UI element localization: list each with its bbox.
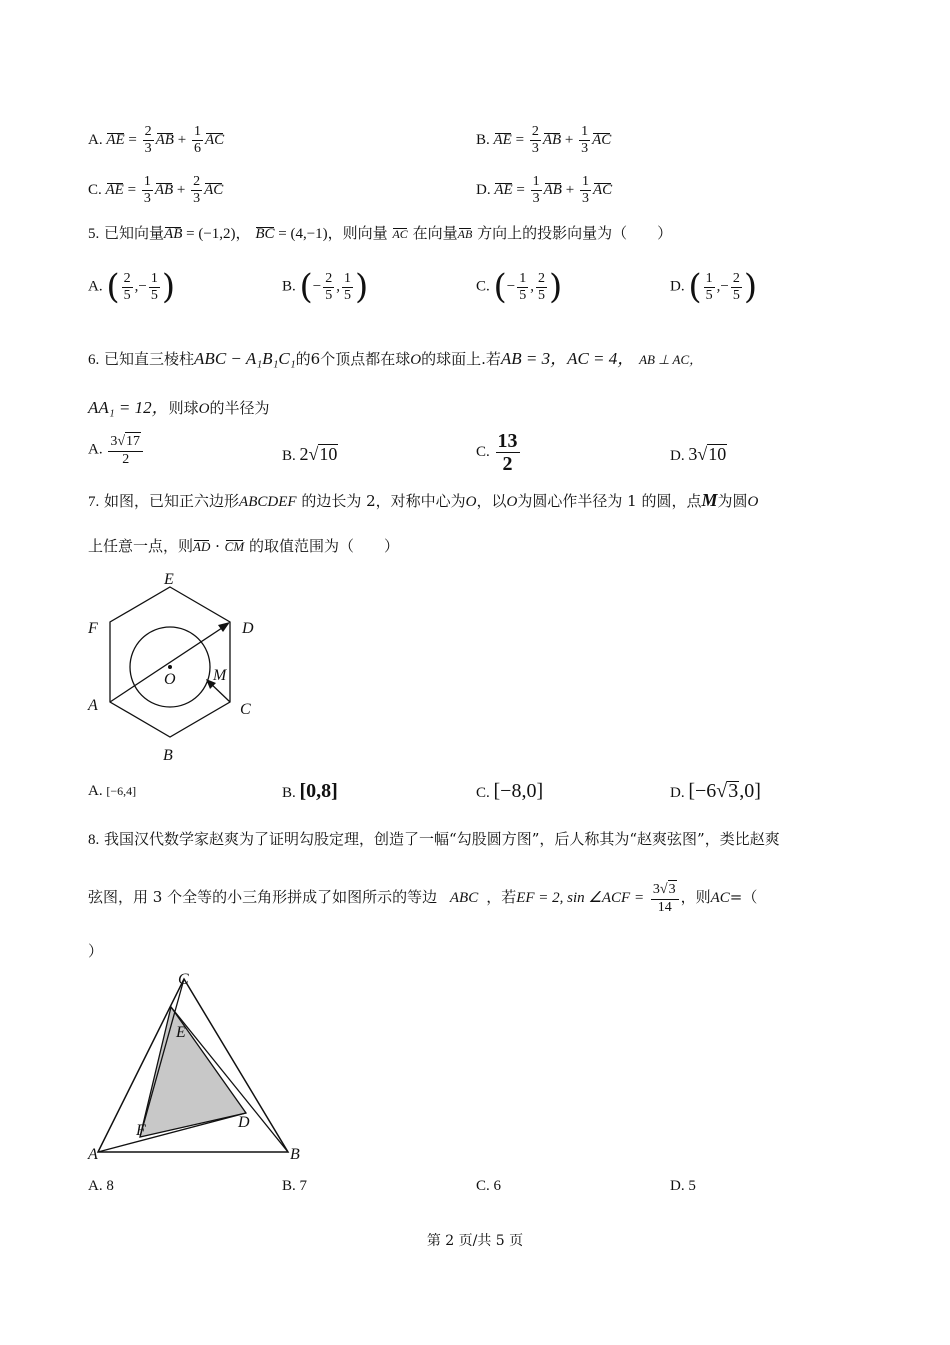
q8-stem-line1: 8. 我国汉代数学家赵爽为了证明勾股定理，创造了一幅“勾股圆方图”，后人称其为“赵爽弦图”，类比赵爽 bbox=[88, 830, 780, 848]
center-point bbox=[168, 665, 172, 669]
q8-option-b: B. 7 bbox=[282, 1178, 308, 1194]
page-footer: 第 2 页/共 5 页 bbox=[426, 1233, 524, 1249]
q5-option-d: D. ( $\frac{1}{5}$ ,− $\frac{2}{5}$ ) bbox=[670, 267, 758, 307]
label-d: D bbox=[242, 620, 254, 637]
q5-option-a: A. ( $\frac{2}{5}$ ,− $\frac{1}{5}$ ) bbox=[88, 267, 176, 307]
q7-option-b: B. [0,8] bbox=[282, 780, 338, 802]
label-o: O bbox=[164, 671, 176, 688]
label-a: A bbox=[88, 1146, 98, 1163]
q4-option-d: D. AE = $\frac{1}{3}$ AB + $\frac{1}{3}$ AC bbox=[476, 174, 613, 206]
label-b: B bbox=[290, 1146, 300, 1163]
q7-option-a: A. [−6,4] bbox=[88, 783, 137, 799]
label-e: E bbox=[176, 1024, 186, 1041]
q5-option-b: B. (− $\frac{2}{5}$ , $\frac{1}{5}$ ) bbox=[282, 267, 369, 307]
q6-option-b: B. 2√10 bbox=[282, 444, 338, 464]
q6-option-c: C. $\frac{13}{2}$ bbox=[476, 430, 518, 475]
q5-stem: 5. 已知向量AB = (−1,2)， BC = (4,−1)，则向量 AC 在向量AB 方向上的投影向量为（ ） bbox=[88, 224, 673, 242]
q8-option-d: D. 5 bbox=[670, 1178, 696, 1194]
arrow-head-d bbox=[218, 622, 230, 632]
hexagon-figure bbox=[80, 565, 270, 765]
q6-stem-line2: AA₁ = 12，则球O的半径为 bbox=[88, 398, 270, 417]
q6-option-d: D. 3√10 bbox=[670, 444, 727, 464]
q6-stem-line1: 6. 已知直三棱柱ABC − A₁B₁C₁的6个顶点都在球O的球面上.若AB = 3，AC = 4， AB ⊥ AC， bbox=[88, 349, 703, 368]
label-d: D bbox=[238, 1114, 250, 1131]
label-f: F bbox=[88, 620, 98, 637]
q4-option-c: C. AE = $\frac{1}{3}$ AB + $\frac{2}{3}$ AC bbox=[88, 174, 224, 206]
q7-stem-line2: 上任意一点，则AD · CM 的取值范围为（ ） bbox=[88, 537, 399, 555]
q6-option-a: A. $\frac{3√17}{2}$ bbox=[88, 432, 145, 468]
q8-option-a: A. 8 bbox=[88, 1178, 114, 1194]
q8-stem-line3: ） bbox=[88, 942, 104, 960]
label-f: F bbox=[136, 1122, 146, 1139]
label-e: E bbox=[164, 571, 174, 588]
label-b: B bbox=[163, 747, 173, 764]
q7-stem-line1: 7. 如图，已知正六边形ABCDEF 的边长为 2，对称中心为O，以O为圆心作半径为 1 的圆，点M为圆O bbox=[88, 490, 759, 510]
q5-option-c: C. (− $\frac{1}{5}$ , $\frac{2}{5}$ ) bbox=[476, 267, 563, 307]
zhao-shuang-figure bbox=[80, 965, 320, 1165]
q7-option-c: C. [−8,0] bbox=[476, 780, 544, 802]
q8-option-c: C. 6 bbox=[476, 1178, 502, 1194]
label-c: C bbox=[178, 971, 189, 988]
q8-stem-line2: 弦图，用 3 个全等的小三角形拼成了如图所示的等边 ABC ，若EF = 2, sin ∠ACF = $\frac{3√3}{14}$ ，则AC=（ bbox=[88, 882, 758, 915]
q4-option-b: B. AE = $\frac{2}{3}$ AB + $\frac{1}{3}$ AC bbox=[476, 124, 612, 156]
label-c: C bbox=[240, 701, 251, 718]
q7-option-d: D. [−6√3,0] bbox=[670, 780, 761, 802]
label-a: A bbox=[88, 697, 98, 714]
label-m: M bbox=[213, 667, 227, 684]
q4-option-a: A. AE = $\frac{2}{3}$ AB + $\frac{1}{6}$ AC bbox=[88, 124, 225, 156]
